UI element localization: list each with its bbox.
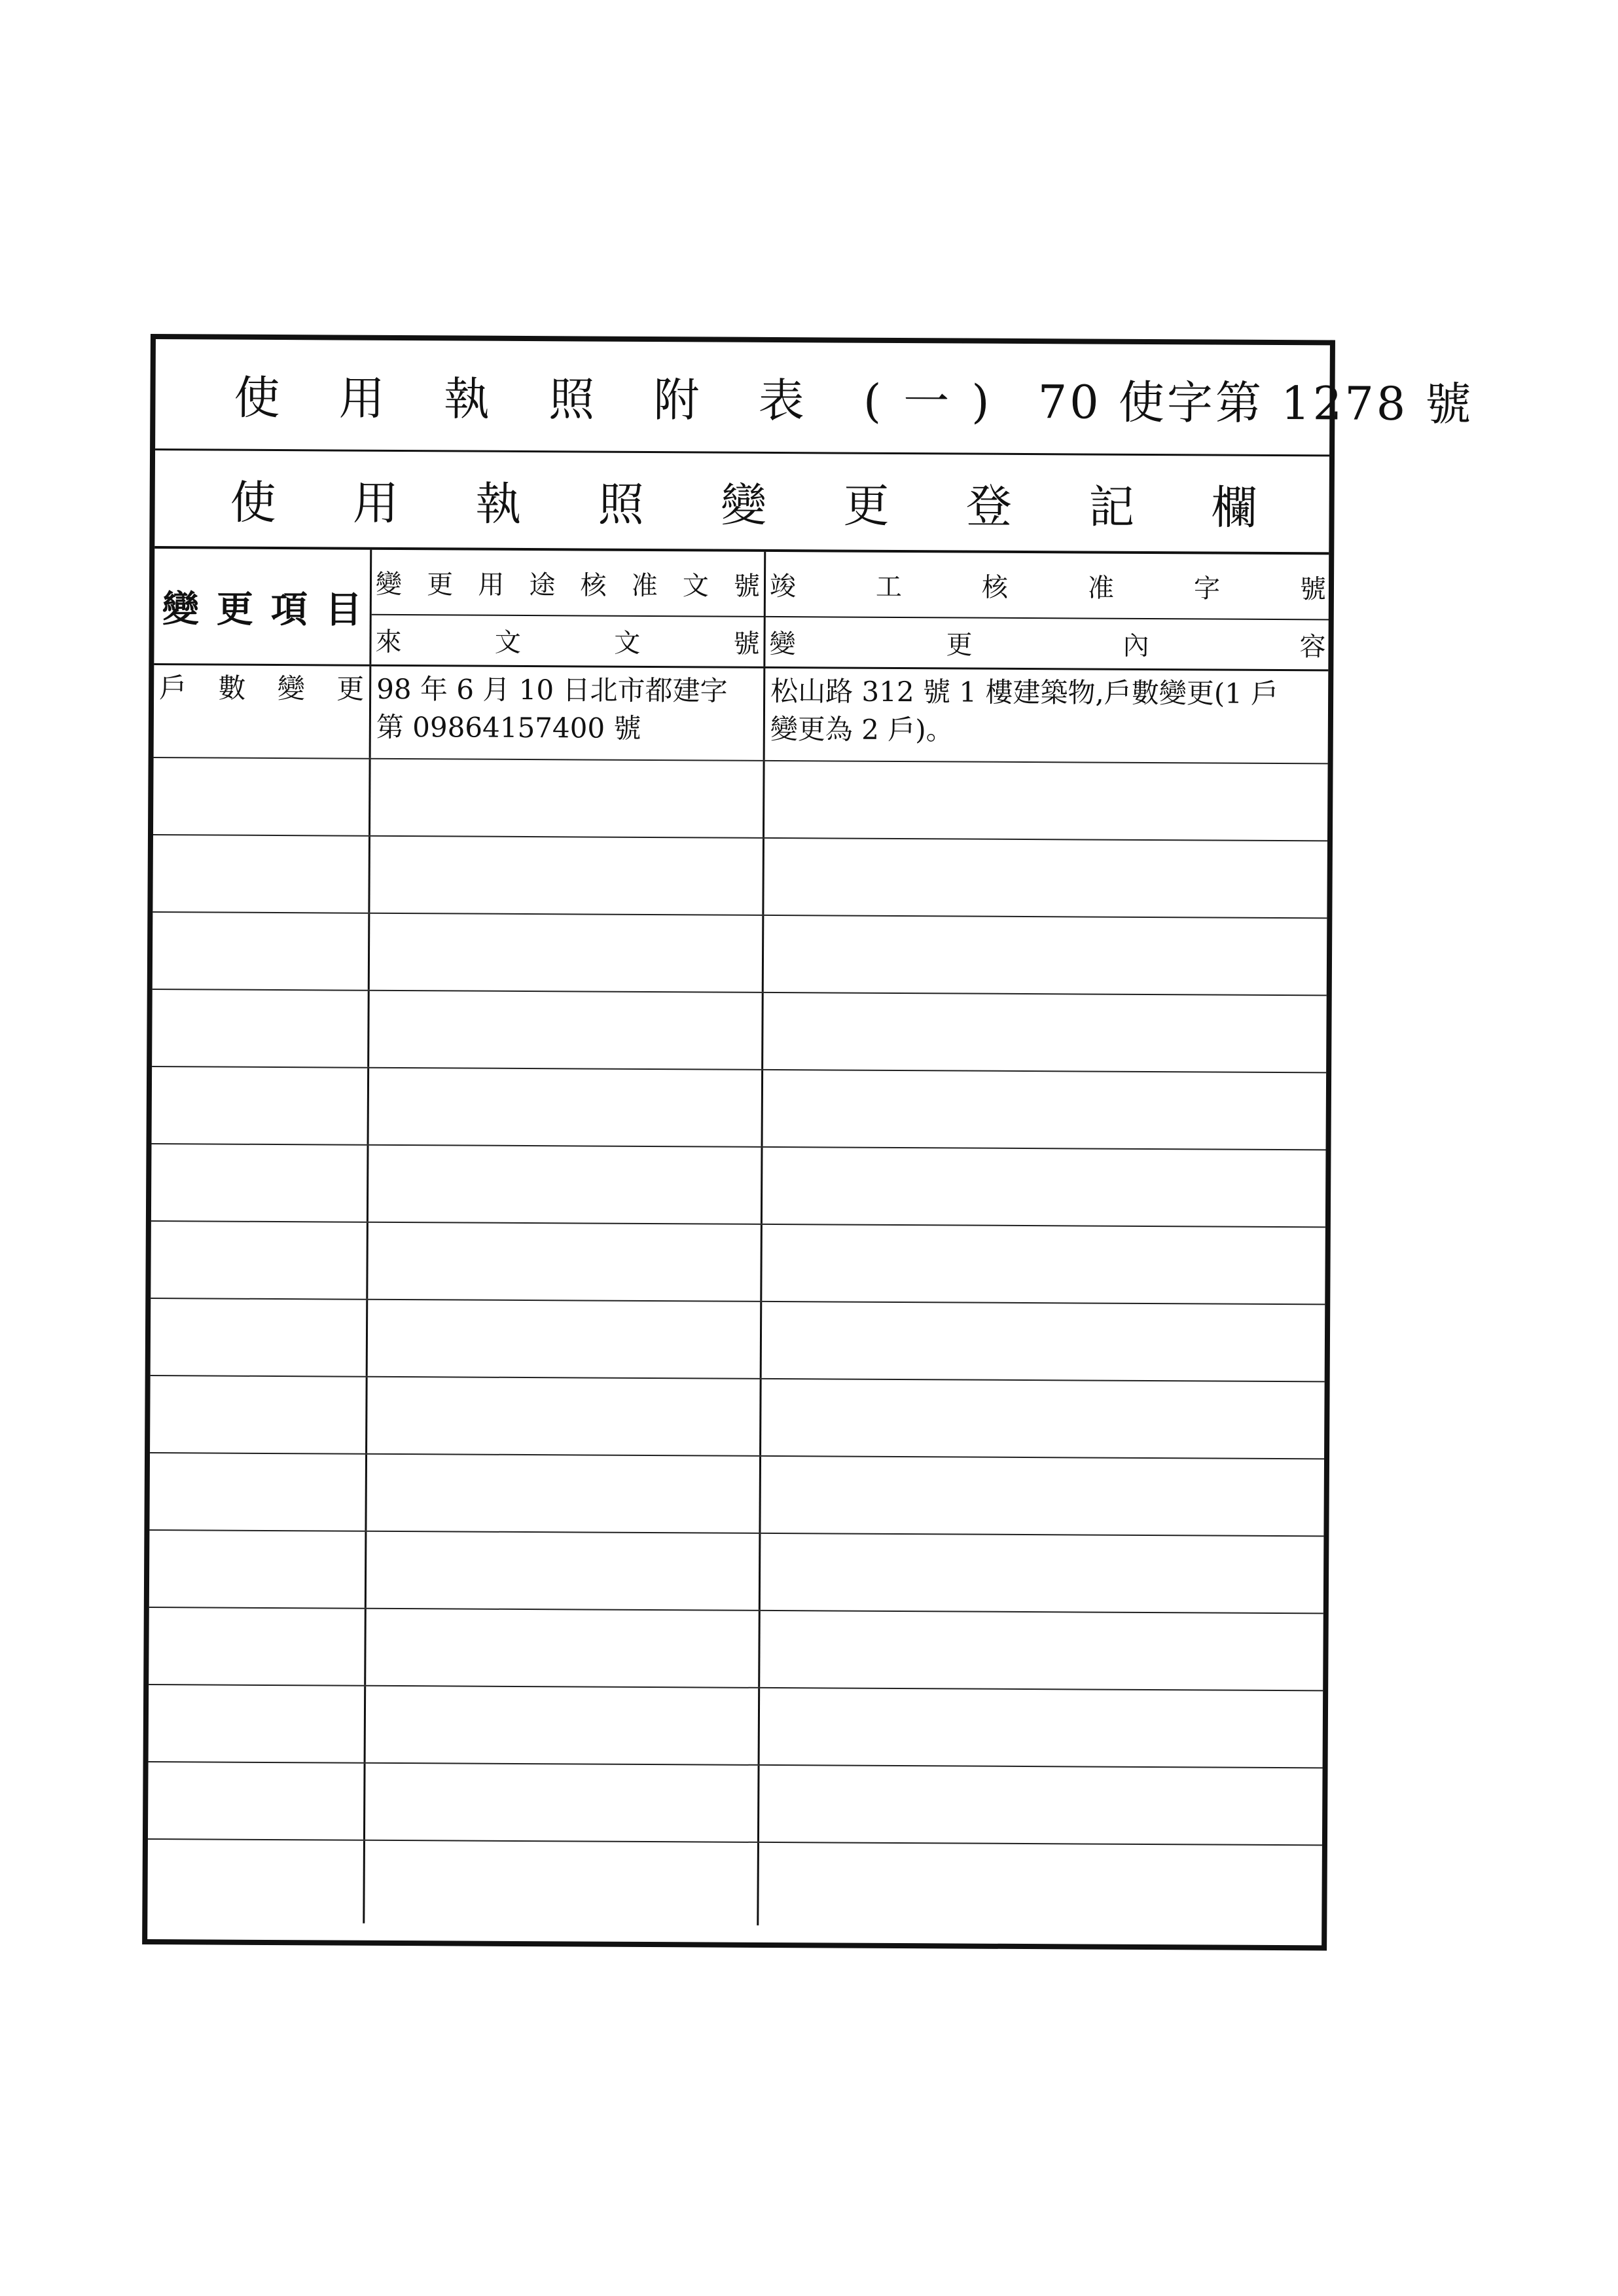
table-row bbox=[153, 758, 1328, 841]
use-permit-change-form bbox=[142, 334, 1474, 1950]
table-row bbox=[149, 1531, 1324, 1614]
subtitle-char: 執 bbox=[475, 477, 522, 531]
form-subtitle bbox=[154, 450, 1329, 555]
table-row bbox=[153, 913, 1327, 996]
table-row bbox=[152, 990, 1327, 1073]
table-row bbox=[153, 835, 1327, 919]
form-title-row bbox=[155, 339, 1474, 456]
header-approval-doc-no: 變 更 用 途 核 准 文 號 bbox=[372, 550, 766, 617]
table-row bbox=[151, 1222, 1325, 1305]
subtitle-char: 欄 bbox=[1211, 480, 1257, 535]
subtitle-char: 使 bbox=[230, 475, 276, 530]
table-row bbox=[154, 665, 1329, 764]
table-row bbox=[147, 1840, 1322, 1928]
table-row bbox=[151, 1299, 1325, 1382]
subtitle-char: 照 bbox=[598, 477, 644, 532]
subtitle-char: 變 bbox=[720, 478, 767, 532]
table-row bbox=[150, 1376, 1325, 1459]
header-incoming-doc-no: 來 文 文 號 bbox=[371, 615, 765, 666]
table-body bbox=[147, 665, 1328, 1928]
entry-change-item: 戶 數 變 更 bbox=[154, 665, 372, 758]
table-row bbox=[149, 1685, 1323, 1768]
header-change-item: 變 更 項 目 bbox=[154, 549, 372, 665]
table-row bbox=[148, 1762, 1323, 1846]
table-row bbox=[149, 1453, 1324, 1537]
form-title: 使 用 執 照 附 表 (一) bbox=[234, 371, 1012, 429]
subtitle-char: 登 bbox=[965, 479, 1013, 534]
table-row bbox=[151, 1144, 1326, 1228]
subtitle-char: 用 bbox=[352, 476, 399, 530]
subtitle-char: 更 bbox=[843, 479, 890, 533]
subtitle-char: 記 bbox=[1088, 480, 1135, 534]
header-completion-approval-no: 竣 工 核 准 字 號 bbox=[766, 552, 1331, 621]
table-row bbox=[152, 1067, 1327, 1150]
entry-change-content: 松山路 312 號 1 樓建築物,戶數變更(1 戶 變更為 2 戶)。 bbox=[770, 674, 1279, 746]
entry-doc-no: 98 年 6 月 10 日北市都建字 第 09864157400 號 bbox=[371, 666, 766, 760]
table-row bbox=[149, 1608, 1323, 1691]
header-change-content: 變 更 內 容 bbox=[769, 629, 1326, 663]
license-number: 70 使字第 1278 號 bbox=[1037, 375, 1474, 431]
table-header bbox=[154, 549, 1329, 671]
